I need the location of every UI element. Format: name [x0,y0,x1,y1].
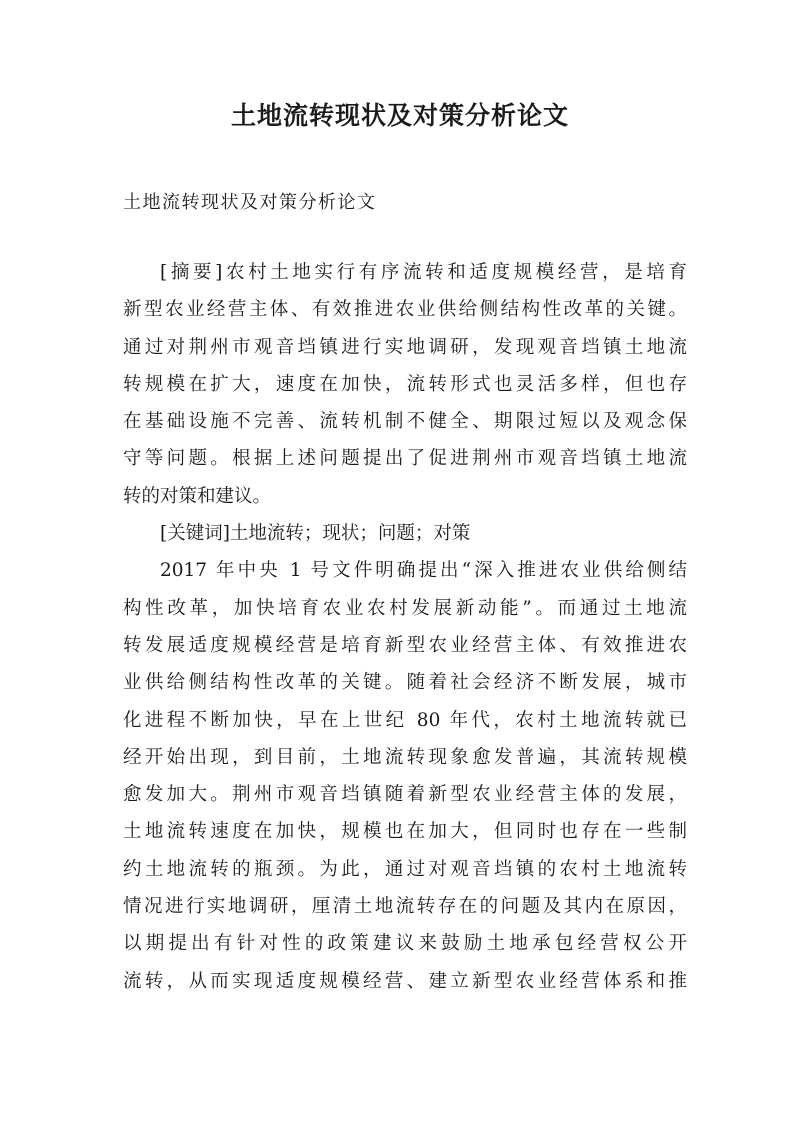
body-line: [摘要]农村土地实行有序流转和适度规模经营，是培育 [160,262,687,283]
body-line: [关键词]土地流转；现状；问题；对策 [160,523,471,545]
body-line: 愈发加大。荆州市观音垱镇随着新型农业经营主体的发展， [123,784,687,806]
body-line: 转规模在扩大，速度在加快，流转形式也灵活多样，但也存 [123,373,687,395]
body-line: 土地流转速度在加快，规模也在加大，但同时也存在一些制 [123,821,687,843]
body-line: 化进程不断加快，早在上世纪 80 年代，农村土地流转就已 [123,709,687,731]
body-line: 在基础设施不完善、流转机制不健全、期限过短以及观念保 [123,411,687,433]
body-line: 以期提出有针对性的政策建议来鼓励土地承包经营权公开 [123,933,687,955]
body-line: 2017 年中央 1 号文件明确提出“深入推进农业供给侧结 [160,560,687,582]
body-line: 守等问题。根据上述问题提出了促进荆州市观音垱镇土地流 [123,448,687,470]
body-line: 情况进行实地调研，厘清土地流转存在的问题及其内在原因， [123,896,687,918]
body-line: 通过对荆州市观音垱镇进行实地调研，发现观音垱镇土地流 [123,336,687,358]
body-line: 构性改革，加快培育农业农村发展新动能”。而通过土地流 [123,597,687,619]
document-subtitle: 土地流转现状及对策分析论文 [123,192,377,213]
body-line: 流转，从而实现适度规模经营、建立新型农业经营体系和推 [123,970,687,992]
body-line: 转发展适度规模经营是培育新型农业经营主体、有效推进农 [123,634,687,656]
body-line: 业供给侧结构性改革的关键。随着社会经济不断发展，城市 [123,672,687,694]
body-line: 新型农业经营主体、有效推进农业供给侧结构性改革的关键。 [123,299,687,321]
document-title: 土地流转现状及对策分析论文 [230,101,569,130]
body-line: 转的对策和建议。 [123,485,272,507]
body-line: 经开始出现，到目前，土地流转现象愈发普遍，其流转规模 [123,746,687,768]
document-body [123,254,687,1000]
body-line: 约土地流转的瓶颈。为此，通过对观音垱镇的农村土地流转 [123,858,687,880]
